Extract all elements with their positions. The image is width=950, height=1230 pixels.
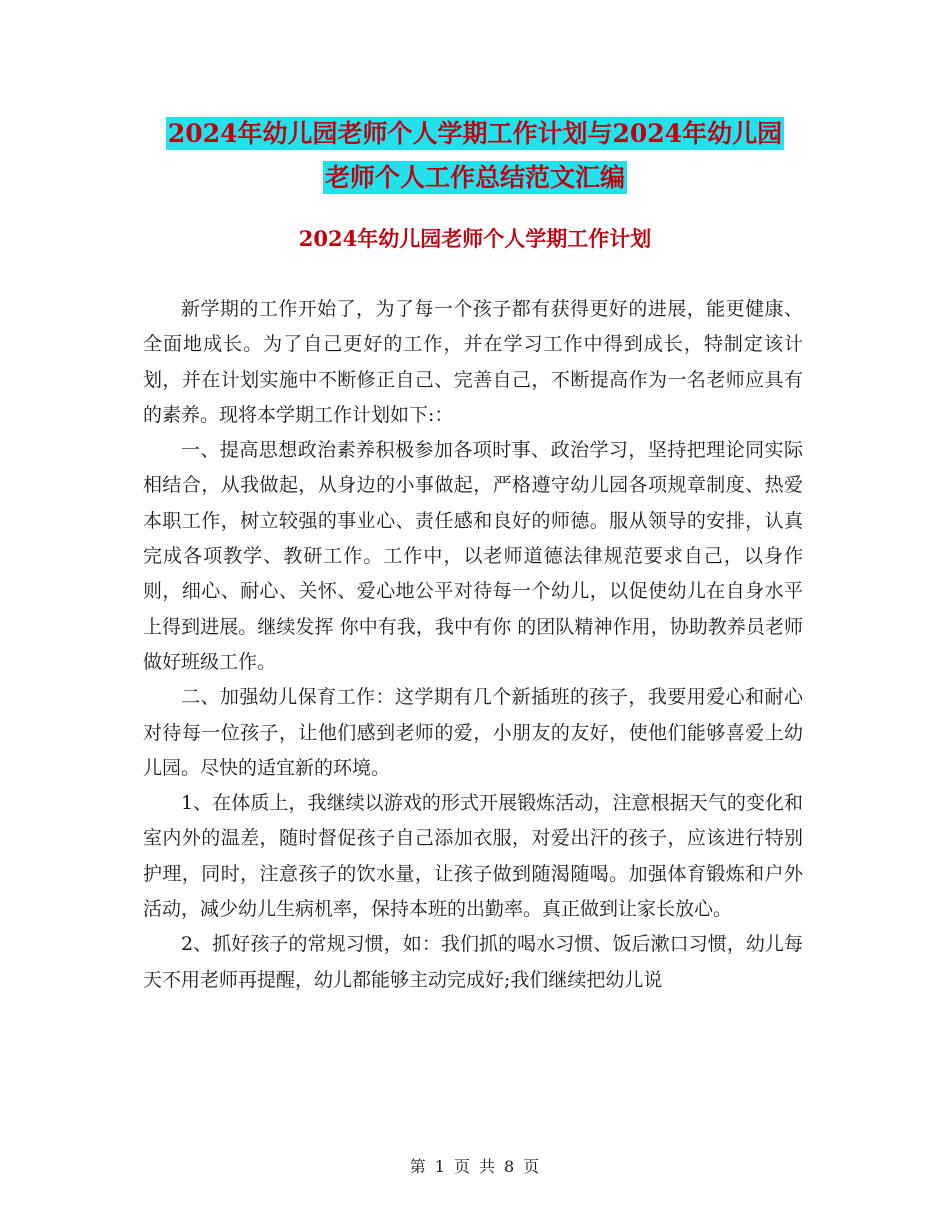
page-number-footer — [0, 1154, 950, 1177]
document-title-line-2: 老师个人工作总结范文汇编 — [324, 163, 625, 192]
footer-total-prefix: 共 — [479, 1157, 497, 1176]
footer-suffix: 页 — [523, 1157, 541, 1176]
section-title: 2024年幼儿园老师个人学期工作计划 — [298, 226, 652, 251]
document-body — [143, 292, 803, 998]
footer-prefix: 第 — [409, 1157, 427, 1176]
paragraph-care: 二、加强幼儿保育工作：这学期有几个新插班的孩子，我要用爱心和耐心对待每一位孩子，让他们感到老师的爱，小朋友的友好，使他们能够喜爱上幼儿园。尽快的适宜新的环境。 — [143, 686, 803, 779]
document-title — [0, 112, 950, 200]
footer-page-word: 页 — [453, 1157, 471, 1176]
footer-total-pages: 8 — [504, 1157, 516, 1176]
paragraph-politics: 一、提高思想政治素养积极参加各项时事、政治学习，坚持把理论同实际相结合，从我做起，从身边的小事做起，严格遵守幼儿园各项规章制度、热爱本职工作，树立较强的事业心、责任感和良好的师德。服从领导的安排，认真完成各项教学、教研工作。工作中，以老师道德法律规范要求自己，以身作则，细心、耐心、关怀、爱心地公平对待每一个幼儿，以促使幼儿在自身水平上得到进展。继续发挥 你中有我，我中有你 的团队精神作用，协助教养员老师做好班级工作。 — [143, 439, 803, 673]
paragraph-intro: 新学期的工作开始了，为了每一个孩子都有获得更好的进展，能更健康、全面地成长。为了自己更好的工作，并在学习工作中得到成长，特制定该计划，并在计划实施中不断修正自己、完善自己，不断提高作为一名老师应具有的素养。现将本学期工作计划如下:： — [143, 298, 803, 426]
paragraph-physique: 1、在体质上，我继续以游戏的形式开展锻炼活动，注意根据天气的变化和室内外的温差，随时督促孩子自己添加衣服，对爱出汗的孩子，应该进行特别护理，同时，注意孩子的饮水量，让孩子做到随渴随喝。加强体育锻炼和户外活动，减少幼儿生病机率，保持本班的出勤率。真正做到让家长放心。 — [143, 792, 803, 921]
footer-current-page: 1 — [434, 1157, 446, 1176]
document-title-line-1: 2024年幼儿园老师个人学期工作计划与2024年幼儿园 — [167, 119, 783, 148]
paragraph-habits: 2、抓好孩子的常规习惯，如：我们抓的喝水习惯、饭后漱口习惯，幼儿每天不用老师再提醒，幼儿都能够主动完成好;我们继续把幼儿说 — [143, 933, 803, 991]
